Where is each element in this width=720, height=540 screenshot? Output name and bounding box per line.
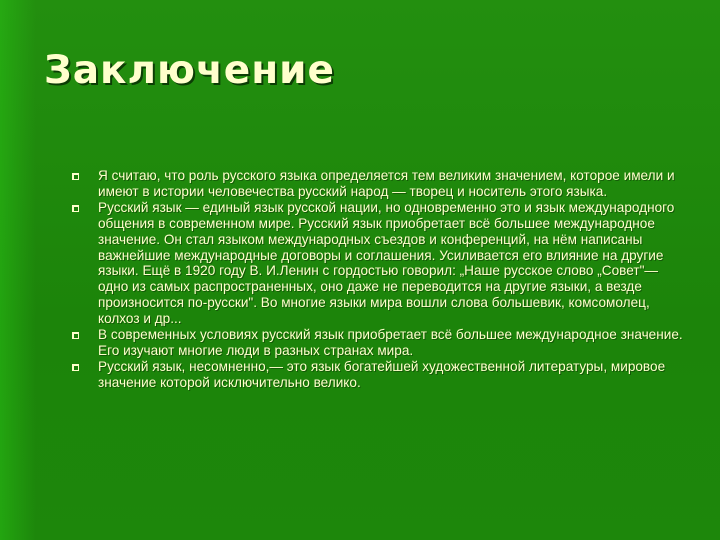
bullet-item bbox=[72, 168, 692, 200]
bullet-text: Я считаю, что роль русского языка определяется тем великим значением, которое имели и имеют в истории человечества русский народ — творец и носитель этого языка. bbox=[98, 168, 675, 199]
square-bullet-icon bbox=[72, 332, 79, 339]
bullet-item bbox=[72, 200, 692, 327]
square-bullet-icon bbox=[72, 173, 79, 180]
bullet-list bbox=[72, 168, 692, 391]
slide-title: Заключение bbox=[44, 48, 335, 93]
bullet-text: В современных условиях русский язык приобретает всё большее международное значение. Его изучают многие люди в разных странах мира. bbox=[98, 327, 683, 358]
bullet-item bbox=[72, 327, 692, 359]
bullet-text: Русский язык, несомненно,— это язык богатейшей художественной литературы, мировое значение которой исключительно велико. bbox=[98, 358, 666, 390]
square-bullet-icon bbox=[72, 364, 79, 371]
bullet-item bbox=[72, 359, 692, 391]
square-bullet-icon bbox=[72, 205, 79, 212]
bullet-text: Русский язык — единый язык русской нации, но одновременно это и язык международного общения в современном мире. Русский язык приобретает всё большее международное значение. Он стал языком международных съездов и конференций, на нём написаны важнейшие международные договоры и соглашения. Усиливается его влияние на другие языки. Ещё в 1920 году В. И.Ленин с гордостью говорил: „Наше русское слово „Совет"— одно из самых распространенных, оно даже не переводится на другие языки, а везде произносится по-русски". Во многие языки мира вошли слова большевик, комсомолец, колхоз и др... bbox=[98, 199, 675, 327]
